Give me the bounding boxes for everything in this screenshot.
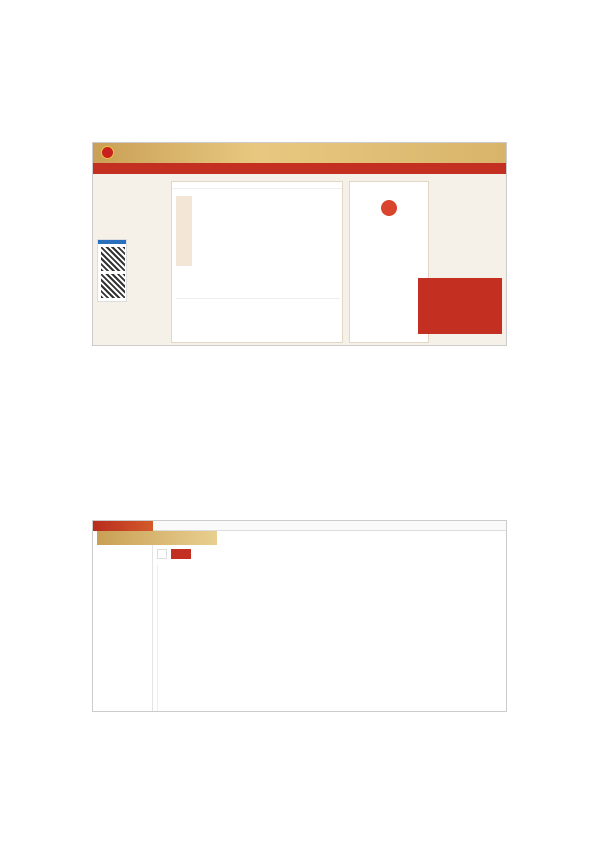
section-title [172, 182, 342, 189]
tab-form[interactable] [157, 549, 167, 559]
side-buttons [350, 220, 428, 228]
item-list [176, 292, 340, 299]
list-title [176, 292, 340, 299]
screenshot-platform-home [92, 142, 507, 346]
tab-bar [157, 549, 191, 559]
application-form [157, 565, 501, 712]
qr-head [98, 240, 126, 244]
notice-popup [418, 278, 502, 334]
header-strip [93, 521, 153, 531]
user-panel [349, 181, 429, 343]
user-title [350, 182, 428, 186]
category-panel [171, 181, 343, 343]
qr-code-icon [101, 274, 125, 298]
platform-logo [97, 531, 217, 545]
top-bar [153, 521, 507, 531]
side-menu [93, 545, 153, 712]
banner [93, 143, 506, 163]
emblem-icon [101, 146, 114, 159]
screenshot-application-form [92, 520, 507, 712]
category-label [176, 196, 192, 266]
qr-code-icon [101, 247, 125, 271]
qr-panel [97, 239, 127, 302]
main-nav [93, 163, 506, 174]
vet-review-link[interactable] [171, 549, 191, 559]
avatar[interactable] [381, 200, 397, 216]
